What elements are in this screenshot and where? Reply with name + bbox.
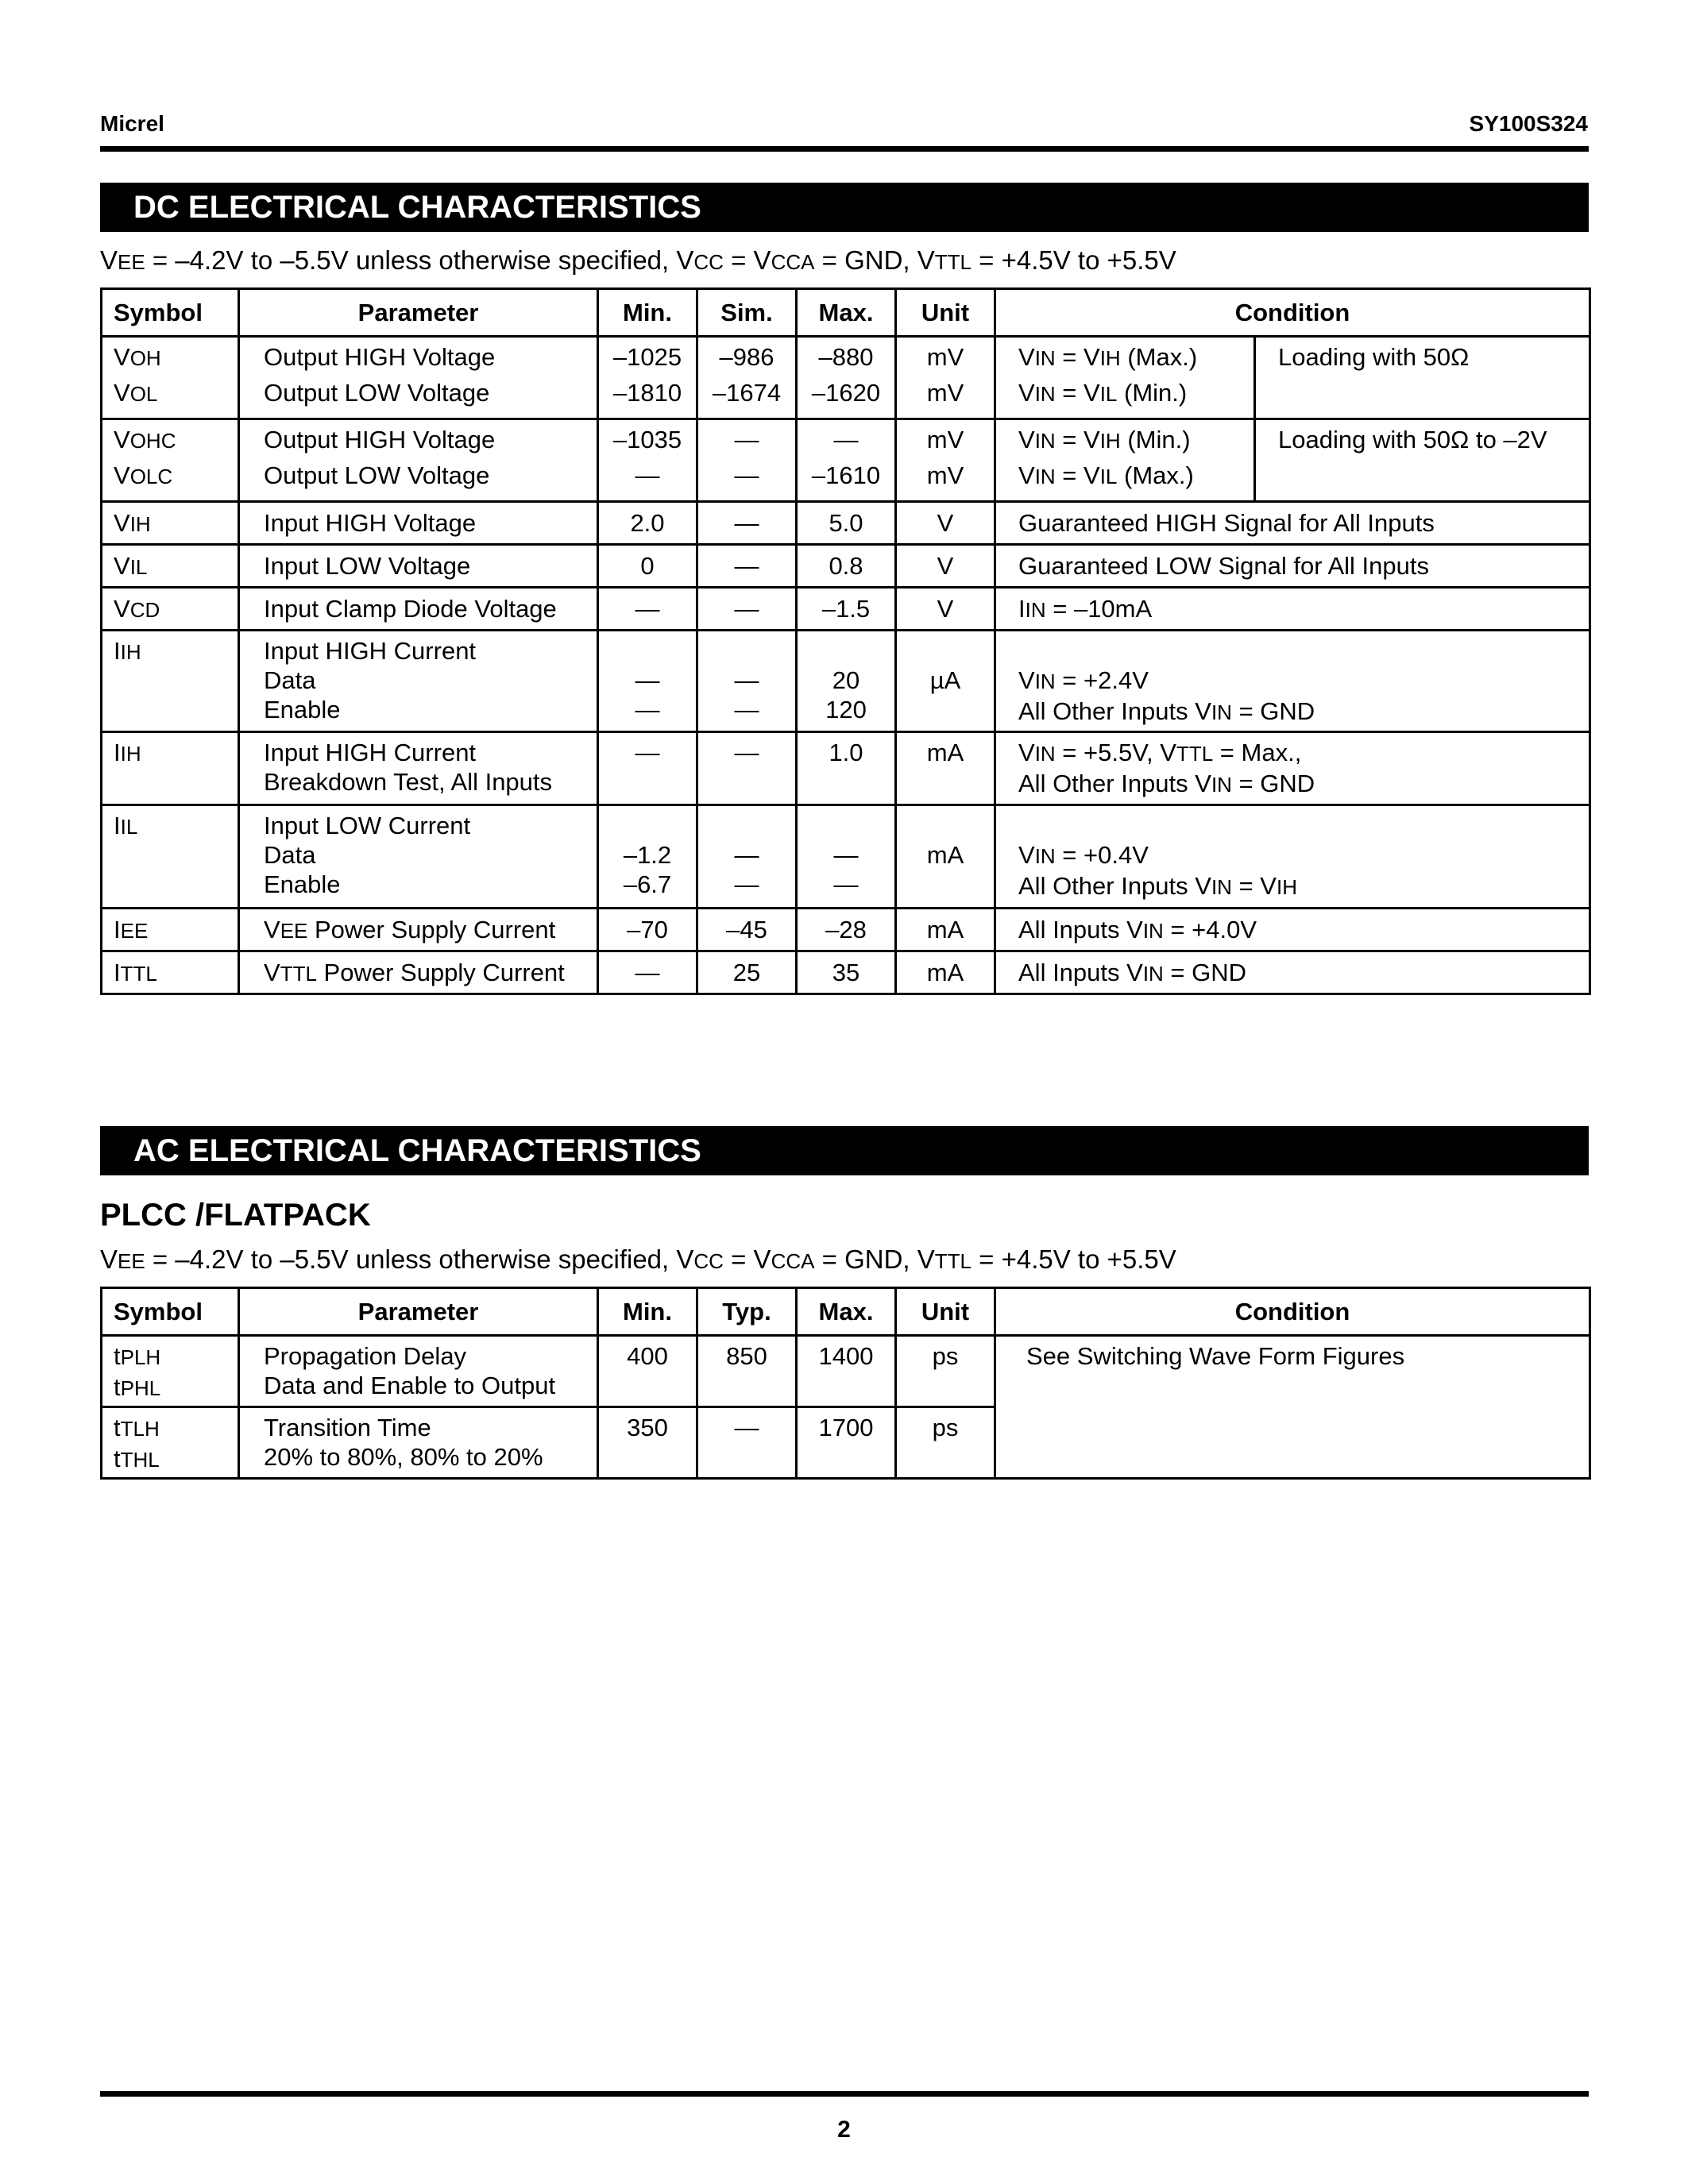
sim-cell: — bbox=[697, 732, 797, 805]
col-typ: Typ. bbox=[697, 1288, 797, 1336]
company-name: Micrel bbox=[100, 111, 164, 136]
sim-cell: — — bbox=[697, 805, 797, 909]
col-symbol: Symbol bbox=[102, 1288, 239, 1336]
ac-characteristics-table bbox=[100, 1287, 1591, 1480]
symbol-cell: IIL bbox=[102, 805, 239, 909]
parameter-cell: Transition Time 20% to 80%, 80% to 20% bbox=[239, 1407, 598, 1479]
sim-cell: — bbox=[697, 545, 797, 588]
symbol-cell: VOLC bbox=[102, 461, 239, 502]
min-cell: — bbox=[598, 588, 697, 631]
dc-conditions: VEE = –4.2V to –5.5V unless otherwise specified, VCC = VCCA = GND, VTTL = +4.5V to +5.5V bbox=[100, 245, 1176, 275]
max-cell: 0.8 bbox=[797, 545, 896, 588]
col-max: Max. bbox=[797, 1288, 896, 1336]
min-cell: 2.0 bbox=[598, 502, 697, 545]
parameter-cell: Input HIGH Current Data Enable bbox=[239, 631, 598, 732]
min-cell: –1025 bbox=[598, 337, 697, 378]
condition-cell: VIN = +2.4V All Other Inputs VIN = GND bbox=[995, 631, 1590, 732]
ac-package-subtitle: PLCC /FLATPACK bbox=[100, 1198, 371, 1233]
min-cell: –1035 bbox=[598, 419, 697, 461]
loading-condition-cell: Loading with 50Ω bbox=[1255, 337, 1590, 419]
parameter-cell: Input LOW Voltage bbox=[239, 545, 598, 588]
table-row bbox=[102, 909, 1590, 951]
parameter-cell: Propagation Delay Data and Enable to Output bbox=[239, 1336, 598, 1407]
unit-cell: mA bbox=[896, 732, 995, 805]
max-cell: — — bbox=[797, 805, 896, 909]
sim-cell: — bbox=[697, 419, 797, 461]
min-cell: — — bbox=[598, 631, 697, 732]
parameter-cell: VTTL Power Supply Current bbox=[239, 951, 598, 994]
parameter-cell: Input LOW Current Data Enable bbox=[239, 805, 598, 909]
table-row bbox=[102, 631, 1590, 732]
symbol-cell: IIH bbox=[102, 631, 239, 732]
symbol-cell: VOHC bbox=[102, 419, 239, 461]
sim-cell: — — bbox=[697, 631, 797, 732]
sim-cell: –1674 bbox=[697, 378, 797, 419]
col-min: Min. bbox=[598, 289, 697, 337]
min-cell: –1.2 –6.7 bbox=[598, 805, 697, 909]
min-cell: –1810 bbox=[598, 378, 697, 419]
typ-cell: — bbox=[697, 1407, 797, 1479]
sim-cell: — bbox=[697, 502, 797, 545]
dc-characteristics-table bbox=[100, 287, 1591, 995]
min-cell: — bbox=[598, 461, 697, 502]
condition-cell: All Inputs VIN = +4.0V bbox=[995, 909, 1590, 951]
min-cell: 400 bbox=[598, 1336, 697, 1407]
table-row bbox=[102, 419, 1590, 461]
max-cell: — bbox=[797, 419, 896, 461]
table-row bbox=[102, 805, 1590, 909]
page-number: 2 bbox=[837, 2116, 851, 2143]
condition-cell: See Switching Wave Form Figures bbox=[995, 1336, 1590, 1479]
sim-cell: –45 bbox=[697, 909, 797, 951]
symbol-cell: tTLH tTHL bbox=[102, 1407, 239, 1479]
unit-cell: mV bbox=[896, 337, 995, 378]
max-cell: 5.0 bbox=[797, 502, 896, 545]
unit-cell: ps bbox=[896, 1336, 995, 1407]
col-parameter: Parameter bbox=[239, 1288, 598, 1336]
ac-conditions: VEE = –4.2V to –5.5V unless otherwise specified, VCC = VCCA = GND, VTTL = +4.5V to +5.5V bbox=[100, 1244, 1176, 1274]
table-row bbox=[102, 951, 1590, 994]
sim-cell: 25 bbox=[697, 951, 797, 994]
unit-cell: mA bbox=[896, 909, 995, 951]
dc-header-row bbox=[102, 289, 1590, 337]
table-row bbox=[102, 1336, 1590, 1407]
parameter-cell: Output HIGH Voltage bbox=[239, 337, 598, 378]
col-symbol: Symbol bbox=[102, 289, 239, 337]
part-number: SY100S324 bbox=[1469, 111, 1588, 136]
table-row bbox=[102, 588, 1590, 631]
col-unit: Unit bbox=[896, 1288, 995, 1336]
min-cell: 350 bbox=[598, 1407, 697, 1479]
unit-cell: mV bbox=[896, 461, 995, 502]
condition-cell: VIN = VIL (Min.) bbox=[995, 378, 1255, 419]
min-cell: — bbox=[598, 951, 697, 994]
condition-cell: VIN = +5.5V, VTTL = Max., All Other Inputs VIN = GND bbox=[995, 732, 1590, 805]
parameter-cell: VEE Power Supply Current bbox=[239, 909, 598, 951]
unit-cell: µA bbox=[896, 631, 995, 732]
typ-cell: 850 bbox=[697, 1336, 797, 1407]
condition-cell: IIN = –10mA bbox=[995, 588, 1590, 631]
max-cell: 1.0 bbox=[797, 732, 896, 805]
unit-cell: mA bbox=[896, 951, 995, 994]
unit-cell: mV bbox=[896, 419, 995, 461]
col-sim: Sim. bbox=[697, 289, 797, 337]
sim-cell: –986 bbox=[697, 337, 797, 378]
ac-section-title: AC ELECTRICAL CHARACTERISTICS bbox=[100, 1126, 1589, 1175]
unit-cell: mV bbox=[896, 378, 995, 419]
max-cell: 20 120 bbox=[797, 631, 896, 732]
unit-cell: ps bbox=[896, 1407, 995, 1479]
col-min: Min. bbox=[598, 1288, 697, 1336]
max-cell: –1610 bbox=[797, 461, 896, 502]
condition-cell: Guaranteed HIGH Signal for All Inputs bbox=[995, 502, 1590, 545]
symbol-cell: IEE bbox=[102, 909, 239, 951]
parameter-cell: Input HIGH Voltage bbox=[239, 502, 598, 545]
max-cell: –28 bbox=[797, 909, 896, 951]
sim-cell: — bbox=[697, 461, 797, 502]
col-condition: Condition bbox=[995, 1288, 1590, 1336]
symbol-cell: VOL bbox=[102, 378, 239, 419]
table-row bbox=[102, 502, 1590, 545]
condition-cell: VIN = VIH (Max.) bbox=[995, 337, 1255, 378]
condition-cell: VIN = +0.4V All Other Inputs VIN = VIH bbox=[995, 805, 1590, 909]
max-cell: –880 bbox=[797, 337, 896, 378]
max-cell: –1620 bbox=[797, 378, 896, 419]
parameter-cell: Output LOW Voltage bbox=[239, 378, 598, 419]
parameter-cell: Output LOW Voltage bbox=[239, 461, 598, 502]
parameter-cell: Input HIGH Current Breakdown Test, All Inputs bbox=[239, 732, 598, 805]
footer-rule bbox=[100, 2091, 1589, 2097]
col-condition: Condition bbox=[995, 289, 1590, 337]
parameter-cell: Input Clamp Diode Voltage bbox=[239, 588, 598, 631]
max-cell: 1400 bbox=[797, 1336, 896, 1407]
symbol-cell: ITTL bbox=[102, 951, 239, 994]
header-rule bbox=[100, 146, 1589, 152]
max-cell: 35 bbox=[797, 951, 896, 994]
unit-cell: mA bbox=[896, 805, 995, 909]
col-parameter: Parameter bbox=[239, 289, 598, 337]
symbol-cell: VOH bbox=[102, 337, 239, 378]
parameter-cell: Output HIGH Voltage bbox=[239, 419, 598, 461]
min-cell: 0 bbox=[598, 545, 697, 588]
symbol-cell: VCD bbox=[102, 588, 239, 631]
unit-cell: V bbox=[896, 588, 995, 631]
unit-cell: V bbox=[896, 545, 995, 588]
symbol-cell: IIH bbox=[102, 732, 239, 805]
col-max: Max. bbox=[797, 289, 896, 337]
symbol-cell: VIH bbox=[102, 502, 239, 545]
condition-cell: Guaranteed LOW Signal for All Inputs bbox=[995, 545, 1590, 588]
dc-section-title: DC ELECTRICAL CHARACTERISTICS bbox=[100, 183, 1589, 232]
symbol-cell: tPLH tPHL bbox=[102, 1336, 239, 1407]
unit-cell: V bbox=[896, 502, 995, 545]
max-cell: 1700 bbox=[797, 1407, 896, 1479]
min-cell: — bbox=[598, 732, 697, 805]
min-cell: –70 bbox=[598, 909, 697, 951]
condition-cell: VIN = VIH (Min.) bbox=[995, 419, 1255, 461]
col-unit: Unit bbox=[896, 289, 995, 337]
table-row bbox=[102, 337, 1590, 378]
condition-cell: All Inputs VIN = GND bbox=[995, 951, 1590, 994]
condition-cell: VIN = VIL (Max.) bbox=[995, 461, 1255, 502]
symbol-cell: VIL bbox=[102, 545, 239, 588]
table-row bbox=[102, 545, 1590, 588]
table-row bbox=[102, 732, 1590, 805]
loading-condition-cell: Loading with 50Ω to –2V bbox=[1255, 419, 1590, 502]
sim-cell: — bbox=[697, 588, 797, 631]
ac-header-row bbox=[102, 1288, 1590, 1336]
max-cell: –1.5 bbox=[797, 588, 896, 631]
